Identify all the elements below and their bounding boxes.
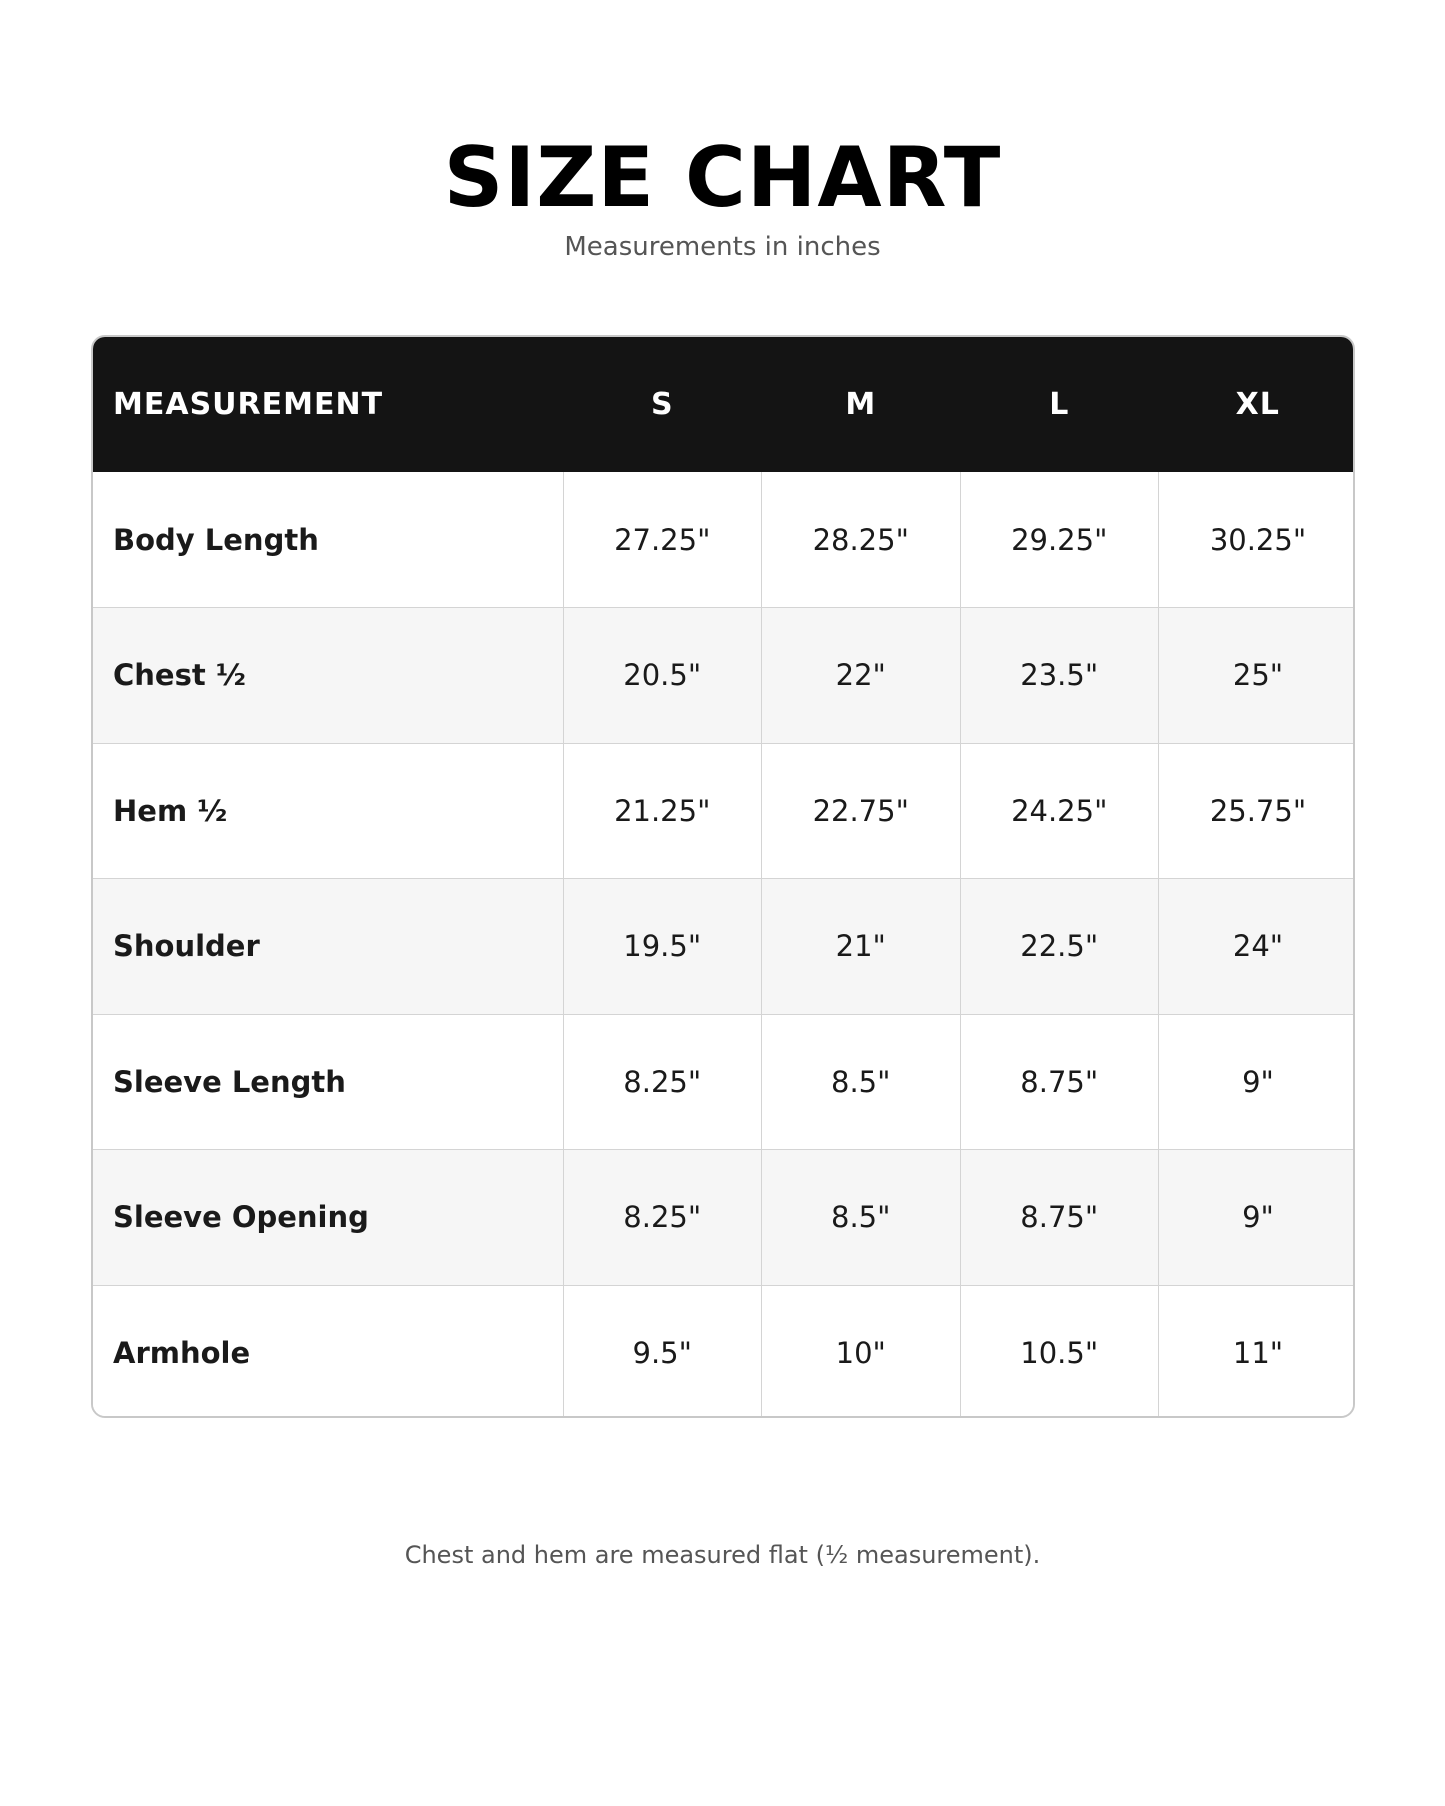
table-cell: 8.75" bbox=[960, 1014, 1159, 1150]
row-label: Sleeve Opening bbox=[113, 1200, 369, 1235]
table-header-row bbox=[93, 337, 1355, 472]
table-cell: 29.25" bbox=[960, 472, 1159, 608]
footnote: Chest and hem are measured flat (½ measurement). bbox=[404, 1541, 1041, 1569]
table-cell: 22.5" bbox=[960, 879, 1159, 1015]
page-title: SIZE CHART bbox=[443, 129, 1002, 226]
table-cell: 27.25" bbox=[563, 472, 762, 608]
table-cell: 8.5" bbox=[762, 1150, 961, 1286]
table-cell: 25.75" bbox=[1159, 743, 1356, 879]
column-header-xl: XL bbox=[1235, 387, 1280, 422]
table-cell: 9" bbox=[1159, 1150, 1356, 1286]
column-header-s: S bbox=[650, 387, 674, 422]
table-row bbox=[93, 1150, 1355, 1286]
table-cell: 30.25" bbox=[1159, 472, 1356, 608]
table-row bbox=[93, 879, 1355, 1015]
table-row bbox=[93, 743, 1355, 879]
table-cell: 10" bbox=[762, 1285, 961, 1418]
table-cell: 9" bbox=[1159, 1014, 1356, 1150]
table-cell: 28.25" bbox=[762, 472, 961, 608]
column-header-m: M bbox=[845, 387, 877, 422]
table-cell: 8.25" bbox=[563, 1014, 762, 1150]
table-cell: 20.5" bbox=[563, 608, 762, 744]
table-row bbox=[93, 1014, 1355, 1150]
table-cell: 8.5" bbox=[762, 1014, 961, 1150]
table-row bbox=[93, 608, 1355, 744]
table-cell: 22" bbox=[762, 608, 961, 744]
size-chart-table bbox=[91, 335, 1355, 1418]
row-label: Chest ½ bbox=[113, 658, 246, 693]
table-cell: 21" bbox=[762, 879, 961, 1015]
row-label: Armhole bbox=[113, 1336, 251, 1370]
table-cell: 19.5" bbox=[563, 879, 762, 1015]
table-cell: 9.5" bbox=[563, 1285, 762, 1418]
page-subtitle: Measurements in inches bbox=[564, 232, 881, 262]
row-label: Hem ½ bbox=[113, 793, 228, 828]
row-label: Shoulder bbox=[113, 929, 260, 964]
table-cell: 21.25" bbox=[563, 743, 762, 879]
column-header-measurement: MEASUREMENT bbox=[113, 387, 384, 422]
table-cell: 24" bbox=[1159, 879, 1356, 1015]
table-cell: 11" bbox=[1159, 1285, 1356, 1418]
table-row bbox=[93, 1285, 1355, 1418]
table-cell: 10.5" bbox=[960, 1285, 1159, 1418]
column-header-l: L bbox=[1049, 387, 1070, 422]
table-cell: 25" bbox=[1159, 608, 1356, 744]
table-row bbox=[93, 472, 1355, 608]
table-cell: 23.5" bbox=[960, 608, 1159, 744]
row-label: Sleeve Length bbox=[113, 1064, 346, 1099]
table-cell: 8.25" bbox=[563, 1150, 762, 1286]
table-cell: 22.75" bbox=[762, 743, 961, 879]
table-cell: 24.25" bbox=[960, 743, 1159, 879]
table-cell: 8.75" bbox=[960, 1150, 1159, 1286]
row-label: Body Length bbox=[113, 522, 319, 557]
